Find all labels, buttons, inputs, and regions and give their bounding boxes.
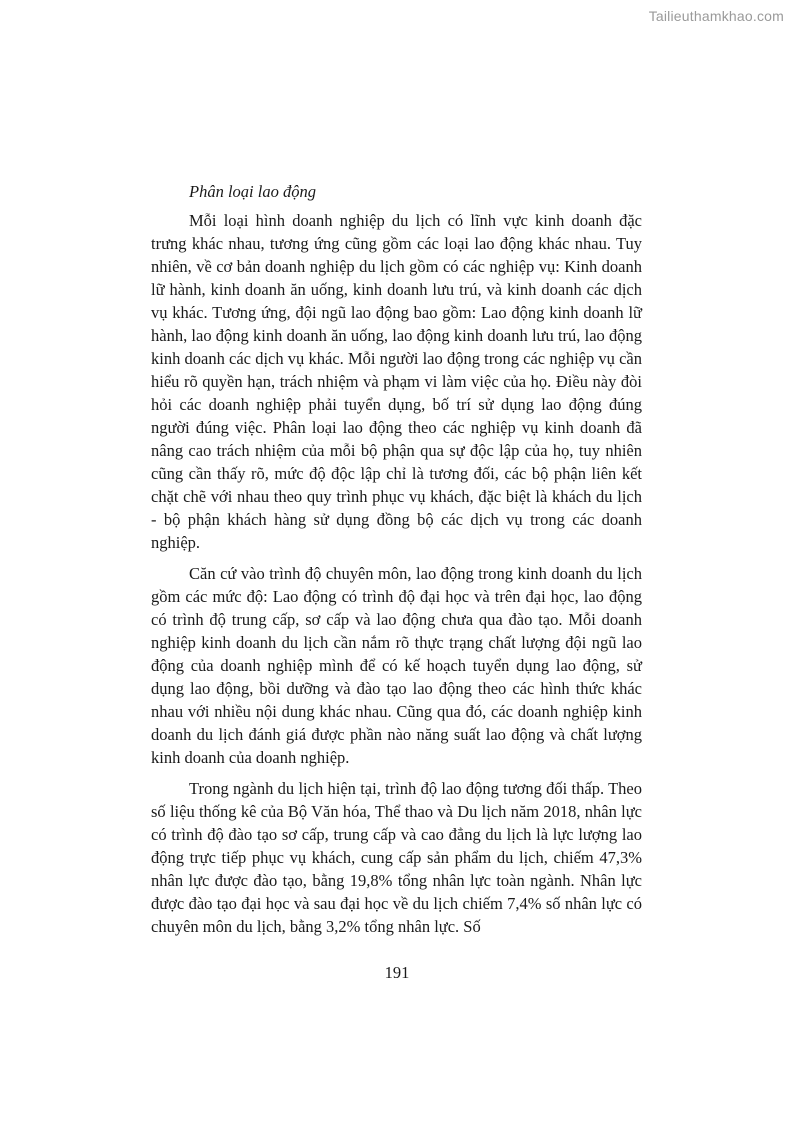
paragraph-2: Căn cứ vào trình độ chuyên môn, lao động trong kinh doanh du lịch gồm các mức độ: Lao động có trình độ đại học và trên đại học, lao động có trình độ trung cấp, sơ cấp và lao động chưa qua đào tạo. Mỗi doanh nghiệp kinh doanh du lịch cần nắm rõ thực trạng chất lượng đội ngũ lao động của doanh nghiệp mình để có kế hoạch tuyển dụng lao động, sử dụng lao động, bồi dưỡng và đào tạo lao động theo các hình thức khác nhau với nhiều nội dung khác nhau. Cũng qua đó, các doanh nghiệp kinh doanh du lịch đánh giá được phần nào năng suất lao động và chất lượng kinh doanh của doanh nghiệp. bbox=[151, 564, 642, 767]
page-number: 191 bbox=[384, 963, 410, 982]
section-title: Phân loại lao động bbox=[189, 182, 316, 201]
watermark: Tailieuthamkhao.com bbox=[648, 8, 784, 24]
page-body bbox=[151, 180, 642, 946]
paragraph-1: Mỗi loại hình doanh nghiệp du lịch có lĩnh vực kinh doanh đặc trưng khác nhau, tương ứng cũng gồm các loại lao động khác nhau. Tuy nhiên, về cơ bản doanh nghiệp du lịch gồm có các nghiệp vụ: Kinh doanh lữ hành, kinh doanh ăn uống, kinh doanh lưu trú, và kinh doanh các dịch vụ khác. Tương ứng, đội ngũ lao động bao gồm: Lao động kinh doanh lữ hành, lao động kinh doanh ăn uống, lao động kinh doanh lưu trú, lao động kinh doanh các dịch vụ khác. Mỗi người lao động trong các nghiệp vụ cần hiểu rõ quyền hạn, trách nhiệm và phạm vi làm việc của họ. Điều này đòi hỏi các doanh nghiệp phải tuyển dụng, bố trí sử dụng lao động đúng người đúng việc. Phân loại lao động theo các nghiệp vụ kinh doanh đã nâng cao trách nhiệm của mỗi bộ phận qua sự độc lập của họ, tuy nhiên cũng cần thấy rõ, mức độ độc lập chỉ là tương đối, các bộ phận liên kết chặt chẽ với nhau theo quy trình phục vụ khách, đặc biệt là khách du lịch - bộ phận khách hàng sử dụng đồng bộ các dịch vụ trong các doanh nghiệp. bbox=[151, 211, 642, 552]
paragraph-3: Trong ngành du lịch hiện tại, trình độ lao động tương đối thấp. Theo số liệu thống kê của Bộ Văn hóa, Thể thao và Du lịch năm 2018, nhân lực có trình độ đào tạo sơ cấp, trung cấp và cao đẳng du lịch là lực lượng lao động trực tiếp phục vụ khách, cung cấp sản phẩm du lịch, chiếm 47,3% nhân lực được đào tạo, bằng 19,8% tổng nhân lực toàn ngành. Nhân lực được đào tạo đại học và sau đại học về du lịch chiếm 7,4% số nhân lực có chuyên môn du lịch, bằng 3,2% tổng nhân lực. Số bbox=[151, 779, 642, 936]
